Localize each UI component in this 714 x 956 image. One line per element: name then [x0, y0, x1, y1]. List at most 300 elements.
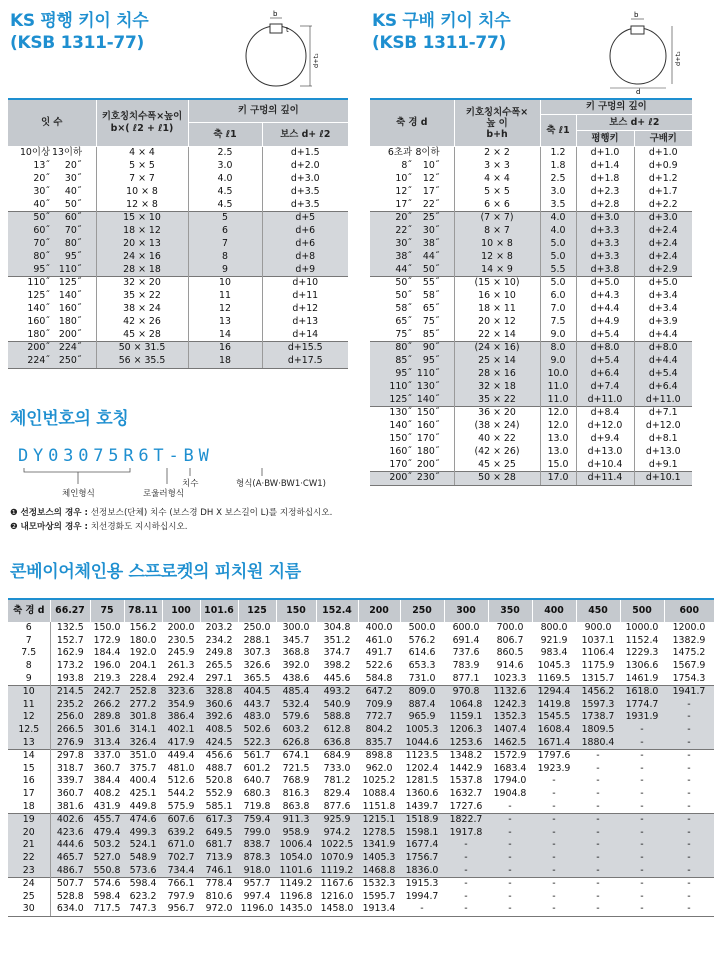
- table-cell: 339.7: [56, 775, 84, 787]
- r-header-depth-boss: 보스 d+ ℓ2: [576, 115, 692, 131]
- table-cell: -: [488, 903, 532, 916]
- table-cell: 588.8: [316, 711, 358, 724]
- table-cell: 6: [188, 225, 262, 238]
- table-cell: 1196.8: [279, 890, 313, 902]
- table-cell: 277.2: [124, 699, 162, 712]
- table-cell: 384.4: [93, 775, 121, 787]
- table-cell: (38 × 24): [454, 420, 540, 433]
- table-cell: 456.6: [200, 749, 238, 762]
- table-cell: d+11: [262, 290, 348, 303]
- table-cell: d+6: [262, 238, 348, 251]
- table-cell: 1756.7: [400, 852, 444, 865]
- table-cell: 11.0: [540, 393, 576, 406]
- table-cell: -: [620, 724, 664, 737]
- table-cell: 1915.3: [400, 877, 444, 890]
- table-cell: 204.1: [129, 660, 157, 672]
- table-cell: 647.2: [358, 685, 400, 698]
- table-row: [8, 800, 714, 813]
- taper-label-b: b: [634, 11, 639, 19]
- table-cell: 1608.4: [532, 724, 576, 737]
- table-cell: d+3.9: [634, 315, 692, 328]
- table-cell: 408.2: [93, 788, 121, 800]
- right-title-line1: KS 구배 키이 치수: [372, 11, 511, 31]
- table-cell: 8: [188, 250, 262, 263]
- table-cell: 548.9: [124, 852, 162, 865]
- table-cell: 10.0: [540, 368, 576, 381]
- table-cell: 2 × 2: [454, 147, 540, 160]
- table-row: [8, 250, 348, 263]
- table-row: [370, 406, 692, 419]
- table-cell: 877.1: [452, 672, 480, 684]
- table-cell: -: [488, 839, 532, 852]
- table-cell: 2.5: [540, 173, 576, 186]
- table-cell: d+3.0: [634, 211, 692, 224]
- header-depth-boss: 보스 d+ ℓ2: [262, 123, 348, 147]
- table-cell: 276.9: [50, 736, 90, 749]
- table-cell: 1022.5: [316, 839, 358, 852]
- table-cell: 20 × 12: [454, 315, 540, 328]
- table-cell: d+4.9: [576, 315, 634, 328]
- left-title: [10, 10, 148, 54]
- table-row: [370, 341, 692, 354]
- table-cell: 878.3: [238, 852, 276, 865]
- table-cell: 11: [188, 290, 262, 303]
- table-cell: 1202.4: [405, 762, 439, 774]
- table-cell: -: [687, 762, 691, 774]
- table-cell: 1341.9: [358, 839, 400, 852]
- table-cell: 681.7: [200, 839, 238, 852]
- table-cell: 520.8: [205, 775, 233, 787]
- table-cell: 1152.4: [625, 634, 659, 646]
- table-cell: 1360.6: [405, 788, 439, 800]
- table-cell: d+3.3: [576, 225, 634, 238]
- table-cell: 425.1: [129, 788, 157, 800]
- table-cell: -: [576, 813, 620, 826]
- table-cell: -: [620, 877, 664, 890]
- table-cell: 1809.5: [576, 724, 620, 737]
- table-cell: -: [444, 839, 488, 852]
- table-cell: 561.7: [238, 749, 276, 762]
- table-cell: 1683.4: [493, 762, 527, 774]
- table-cell: 1632.7: [449, 788, 483, 800]
- table-cell: 10이상: [19, 147, 50, 159]
- table-cell: 110˝: [52, 263, 96, 276]
- table-cell: 7.5: [540, 315, 576, 328]
- table-cell: 1458.0: [316, 903, 358, 916]
- table-cell: 402.1: [162, 724, 200, 737]
- table-cell: 50˝: [370, 276, 414, 289]
- table-cell: 110˝: [414, 368, 454, 381]
- table-cell: 1462.5: [488, 736, 532, 749]
- table-cell: 1475.2: [672, 647, 706, 659]
- table-row: [8, 827, 714, 840]
- header-key-size: 키호칭치수폭×높이 b×( ℓ2 + ℓ1): [96, 99, 188, 147]
- chain-code-char: 3: [63, 446, 79, 466]
- table-cell: d+2.4: [634, 250, 692, 263]
- table-row: [370, 303, 692, 316]
- table-cell: 256.0: [50, 711, 90, 724]
- table-cell: 180˝: [58, 315, 82, 327]
- table-cell: -: [664, 903, 714, 916]
- table-cell: 24 × 16: [96, 250, 188, 263]
- table-cell: 1253.6: [444, 736, 488, 749]
- table-cell: -: [488, 864, 532, 877]
- chain-code-char: B: [183, 446, 199, 466]
- table-cell: -: [444, 903, 488, 916]
- table-cell: 170˝: [416, 432, 440, 444]
- table-cell: -: [596, 788, 600, 800]
- table-cell: 1070.9: [316, 852, 358, 865]
- table-cell: 1005.3: [400, 724, 444, 737]
- table-cell: 747.3: [124, 903, 162, 916]
- table-cell: 1994.7: [405, 890, 439, 902]
- table-cell: -: [532, 813, 576, 826]
- table-cell: -: [488, 877, 532, 890]
- table-cell: -: [532, 839, 576, 852]
- table-cell: 16 × 10: [454, 290, 540, 303]
- table-cell: 6: [8, 622, 50, 635]
- table-cell: 1442.9: [449, 762, 483, 774]
- table-cell: 219.3: [93, 672, 121, 684]
- table-cell: 914.6: [496, 660, 524, 672]
- table-cell: 700.0: [496, 622, 524, 634]
- table-cell: 60˝: [52, 211, 96, 224]
- table-cell: 522.3: [238, 736, 276, 749]
- table-cell: 28 × 16: [454, 368, 540, 381]
- table-cell: 13: [188, 315, 262, 328]
- table-row: [8, 749, 714, 762]
- table-cell: 483.0: [238, 711, 276, 724]
- table-cell: 607.6: [162, 813, 200, 826]
- table-cell: -: [640, 762, 644, 774]
- table-cell: 230˝: [414, 471, 454, 485]
- table-row: [370, 276, 692, 289]
- table-cell: d+9: [262, 263, 348, 276]
- table-cell: 1242.3: [488, 699, 532, 712]
- table-cell: 1677.4: [400, 839, 444, 852]
- table-row: [8, 788, 714, 801]
- table-cell: 249.8: [205, 647, 233, 659]
- table-cell: -: [552, 800, 556, 812]
- table-cell: 368.8: [282, 647, 310, 659]
- table-row: [8, 263, 348, 276]
- table-cell: d+2.8: [576, 198, 634, 211]
- table-cell: 40˝: [64, 185, 82, 197]
- table-cell: d+1.7: [634, 185, 692, 198]
- table-cell: 360.7: [56, 788, 84, 800]
- table-cell: 300.0: [282, 622, 310, 634]
- table-cell: 35 × 22: [96, 290, 188, 303]
- pitch-header: 350: [488, 599, 532, 622]
- table-cell: 1518.9: [400, 813, 444, 826]
- table-cell: 14: [8, 749, 50, 762]
- table-cell: 838.7: [238, 839, 276, 852]
- table-cell: 1595.7: [362, 890, 396, 902]
- table-cell: 507.7: [50, 877, 90, 890]
- table-cell: 1439.7: [405, 800, 439, 812]
- table-cell: 58˝: [395, 302, 412, 314]
- table-cell: 95˝: [8, 263, 52, 276]
- table-cell: 573.6: [124, 864, 162, 877]
- table-cell: 289.8: [90, 711, 124, 724]
- table-cell: 80˝: [8, 250, 52, 263]
- table-cell: 18 × 11: [454, 303, 540, 316]
- parallel-key-table: [8, 98, 348, 369]
- table-cell: d+4.4: [634, 355, 692, 368]
- pitch-header: 200: [358, 599, 400, 622]
- table-cell: 8˝: [401, 160, 412, 172]
- table-cell: 301.6: [90, 724, 124, 737]
- table-cell: 351.0: [124, 749, 162, 762]
- table-cell: 12: [188, 303, 262, 316]
- table-cell: 160˝: [389, 445, 412, 457]
- table-cell: 1836.0: [400, 864, 444, 877]
- taper-label-dt: d+t₂: [674, 51, 682, 66]
- table-cell: 12: [8, 711, 50, 724]
- table-cell: 22: [8, 852, 50, 865]
- table-cell: d+2.0: [262, 160, 348, 173]
- table-cell: -: [576, 749, 620, 762]
- table-row: [8, 225, 348, 238]
- table-cell: 408.5: [200, 724, 238, 737]
- table-row: [8, 341, 348, 354]
- table-row: [8, 647, 714, 660]
- table-cell: 1294.4: [532, 685, 576, 698]
- table-row: [370, 445, 692, 458]
- table-cell: -: [620, 864, 664, 877]
- table-cell: 381.6: [56, 800, 84, 812]
- chain-code-char: -: [168, 446, 184, 466]
- table-cell: 20˝: [64, 160, 82, 172]
- table-row: [8, 724, 714, 737]
- table-cell: 75˝: [422, 315, 440, 327]
- table-cell: 9: [8, 672, 50, 685]
- table-cell: 55˝: [414, 276, 454, 289]
- table-cell: 9.0: [540, 328, 576, 341]
- table-cell: 465.7: [50, 852, 90, 865]
- table-cell: 9: [188, 263, 262, 276]
- table-cell: d+5: [262, 211, 348, 224]
- pitch-header: 600: [664, 599, 714, 622]
- table-cell: 65˝: [422, 302, 440, 314]
- table-cell: d+2.4: [634, 225, 692, 238]
- pitch-header: 450: [576, 599, 620, 622]
- table-cell: d+8.1: [634, 433, 692, 446]
- table-cell: 731.0: [408, 672, 436, 684]
- table-cell: 230.5: [167, 634, 195, 646]
- table-cell: 38 × 24: [96, 303, 188, 316]
- table-cell: 598.4: [124, 877, 162, 890]
- table-cell: 768.9: [282, 775, 310, 787]
- pitch-header: 500: [620, 599, 664, 622]
- table-cell: 95˝: [52, 250, 96, 263]
- table-cell: -: [620, 852, 664, 865]
- table-cell: d+7.4: [576, 380, 634, 393]
- table-cell: -: [488, 852, 532, 865]
- table-cell: 45 × 28: [96, 328, 188, 341]
- table-cell: 125˝: [370, 393, 414, 406]
- table-row: [8, 173, 348, 186]
- table-cell: 721.5: [282, 762, 310, 774]
- pitch-header: 78.11: [124, 599, 162, 622]
- table-cell: 540.9: [316, 699, 358, 712]
- table-cell: d+5.4: [576, 355, 634, 368]
- table-cell: 1149.2: [276, 877, 316, 890]
- table-cell: 180˝: [416, 445, 440, 457]
- table-cell: 261.3: [167, 660, 195, 672]
- note-2-text: 치선경화도 지시하십시오.: [90, 522, 188, 532]
- table-row: [370, 433, 692, 446]
- table-cell: 455.7: [90, 813, 124, 826]
- table-cell: 32 × 20: [96, 276, 188, 289]
- r-header-depth-shaft: 축 ℓ1: [540, 115, 576, 147]
- table-cell: 184.4: [93, 647, 121, 659]
- table-cell: 4 × 4: [96, 147, 188, 160]
- table-cell: 600.0: [452, 622, 480, 634]
- table-cell: 781.2: [323, 775, 351, 787]
- label-roller-type: 로울러형식: [143, 489, 185, 499]
- table-cell: 1101.6: [276, 864, 316, 877]
- table-row: [370, 380, 692, 393]
- table-cell: d+1.8: [576, 173, 634, 186]
- table-cell: 35 × 22: [454, 393, 540, 406]
- pitch-section-title: 콘베이어체인용 스프로켓의 피치원 지름: [10, 562, 301, 582]
- table-cell: 444.6: [50, 839, 90, 852]
- taper-key-table: [370, 98, 692, 486]
- table-cell: (42 × 26): [454, 445, 540, 458]
- table-cell: d+2.9: [634, 263, 692, 276]
- table-row: [8, 290, 348, 303]
- note-1-mark: ❶: [10, 508, 18, 518]
- table-cell: 386.4: [162, 711, 200, 724]
- header-shaft: 잇 수: [8, 99, 96, 147]
- table-cell: 20˝: [370, 211, 414, 224]
- table-cell: 4.0: [540, 225, 576, 238]
- table-cell: 351.2: [323, 634, 351, 646]
- table-cell: 799.0: [238, 827, 276, 840]
- table-row: [8, 160, 348, 173]
- table-cell: d+3.5: [262, 185, 348, 198]
- table-cell: d+11.0: [634, 393, 692, 406]
- table-cell: -: [664, 852, 714, 865]
- table-cell: 417.9: [162, 736, 200, 749]
- table-cell: -: [620, 736, 664, 749]
- table-cell: 56 × 35.5: [96, 355, 188, 368]
- pitch-header: 150: [276, 599, 316, 622]
- table-cell: d+3.3: [576, 238, 634, 251]
- table-cell: 22˝: [422, 198, 440, 210]
- table-cell: -: [576, 827, 620, 840]
- table-cell: -: [664, 711, 714, 724]
- pitch-header: 125: [238, 599, 276, 622]
- table-cell: 1200.0: [672, 622, 706, 634]
- table-cell: 1727.6: [449, 800, 483, 812]
- table-cell: 575.9: [167, 800, 195, 812]
- table-cell: 6.0: [540, 290, 576, 303]
- table-cell: 354.9: [162, 699, 200, 712]
- table-cell: 200.0: [167, 622, 195, 634]
- table-cell: 3.5: [540, 198, 576, 211]
- table-cell: 224˝: [8, 355, 52, 368]
- table-row: [8, 355, 348, 368]
- table-cell: 1671.4: [532, 736, 576, 749]
- chain-section-title: 체인번호의 호칭: [10, 409, 129, 429]
- table-cell: d+13.0: [634, 445, 692, 458]
- table-cell: 974.2: [316, 827, 358, 840]
- table-row: [370, 185, 692, 198]
- table-row: [370, 250, 692, 263]
- table-cell: 733.0: [323, 762, 351, 774]
- table-cell: 524.1: [124, 839, 162, 852]
- pitch-header-label: 축 경 d: [8, 599, 50, 622]
- table-row: [370, 355, 692, 368]
- pitch-header: 75: [90, 599, 124, 622]
- table-cell: 326.6: [243, 660, 271, 672]
- table-cell: 228.4: [129, 672, 157, 684]
- table-cell: 250˝: [52, 355, 96, 368]
- pitch-header: 300: [444, 599, 488, 622]
- table-cell: 898.8: [358, 749, 400, 762]
- table-cell: (24 × 16): [454, 341, 540, 354]
- table-cell: -: [576, 903, 620, 916]
- table-cell: 12 × 8: [96, 198, 188, 211]
- table-cell: 4.0: [540, 211, 576, 224]
- table-cell: 2.5: [188, 147, 262, 160]
- table-cell: 8 × 7: [454, 225, 540, 238]
- table-cell: 680.3: [243, 788, 271, 800]
- table-cell: 25: [8, 890, 50, 903]
- table-cell: 1941.7: [664, 685, 714, 698]
- table-cell: 1215.1: [358, 813, 400, 826]
- table-cell: 18: [188, 355, 262, 368]
- table-cell: 1196.0: [238, 903, 276, 916]
- table-cell: 717.5: [90, 903, 124, 916]
- table-cell: 214.5: [50, 685, 90, 698]
- table-cell: 5.5: [540, 263, 576, 276]
- chain-code-char: 0: [78, 446, 94, 466]
- table-cell: 640.7: [243, 775, 271, 787]
- table-cell: 90˝: [414, 341, 454, 354]
- table-cell: 20˝: [33, 172, 50, 184]
- parallel-key-diagram: [240, 8, 330, 93]
- table-cell: 1064.8: [444, 699, 488, 712]
- right-title: [372, 10, 510, 54]
- table-cell: 22˝: [370, 225, 414, 238]
- table-cell: d+4.3: [576, 290, 634, 303]
- table-cell: 12.0: [540, 420, 576, 433]
- table-cell: 1132.6: [488, 685, 532, 698]
- table-cell: 766.1: [162, 877, 200, 890]
- table-cell: d+11.0: [576, 393, 634, 406]
- table-cell: 772.7: [358, 711, 400, 724]
- table-cell: d+12.0: [634, 420, 692, 433]
- table-cell: 445.6: [323, 672, 351, 684]
- table-row: [370, 315, 692, 328]
- table-cell: 45 × 25: [454, 458, 540, 471]
- table-cell: 58˝: [422, 290, 440, 302]
- table-cell: -: [576, 839, 620, 852]
- table-cell: 392.6: [200, 711, 238, 724]
- table-cell: 75˝: [395, 328, 412, 340]
- table-cell: 180˝: [27, 328, 50, 340]
- table-cell: 13.0: [540, 433, 576, 446]
- table-cell: 30˝: [33, 185, 50, 197]
- table-cell: 479.4: [90, 827, 124, 840]
- table-cell: 1206.3: [444, 724, 488, 737]
- note-1: [10, 506, 332, 518]
- table-cell: 25˝: [414, 211, 454, 224]
- table-cell: 1880.4: [576, 736, 620, 749]
